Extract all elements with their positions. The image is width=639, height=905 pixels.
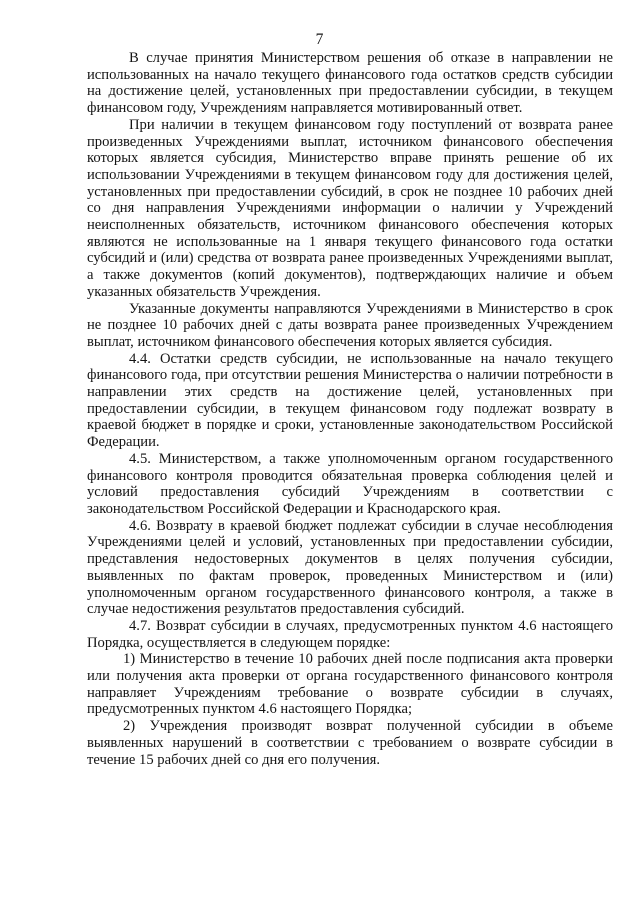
paragraph-refund-use-decision: При наличии в текущем финансовом году поступлений от возврата ранее произведенных Учреждениями выплат, источником финансового обеспечения которых является субсидия, Министерство вправе принять решение об их использовании Учреждениями в текущем финансовом году для достижения целей, установленных при предоставлении субсидий, в срок не позднее 10 рабочих дней со дня направления Учреждениями информации о наличии у Учреждений неисполненных обязательств, источником финансового обеспечения которых являются не использованные на 1 января текущего финансового года остатки субсидий и (или) средства от возврата ранее произведенных Учреждениями выплат, а также документов (копий документов), подтверждающих наличие и объем указанных обязательств Учреждения. <box>87 116 613 300</box>
paragraph-4-7: 4.7. Возврат субсидии в случаях, предусмотренных пунктом 4.6 настоящего Порядка, осуществляется в следующем порядке: <box>87 617 613 651</box>
paragraph-4-4: 4.4. Остатки средств субсидии, не использованные на начало текущего финансового года, при отсутствии решения Министерства о наличии потребности в направлении этих средств на достижение целей, установленных при предоставлении субсидии, в текущем финансовом году подлежат возврату в краевой бюджет в порядке и сроки, установленные законодательством Российской Федерации. <box>87 350 613 451</box>
paragraph-4-5: 4.5. Министерством, а также уполномоченным органом государственного финансового контроля проводится обязательная проверка соблюдения целей и условий предоставления субсидий Учреждениям в соответствии с законодательством Российской Федерации и Краснодарского края. <box>87 450 613 517</box>
page-number: 7 <box>315 31 324 48</box>
document-body <box>87 50 613 768</box>
paragraph-documents-deadline: Указанные документы направляются Учреждениями в Министерство в срок не позднее 10 рабочих дней с даты возврата ранее произведенных Учреждением выплат, источником финансового обеспечения которых является субсидия. <box>87 300 613 350</box>
paragraph-refusal-notice: В случае принятия Министерством решения об отказе в направлении не использованных на начало текущего финансового года остатков средств субсидии на достижение целей, установленных при предоставлении субсидии, в текущем финансовом году, Учреждениям направляется мотивированный ответ. <box>87 50 613 117</box>
list-item-2: 2) Учреждения производят возврат полученной субсидии в объеме выявленных нарушений в соответствии с требованием о возврате субсидии в течение 15 рабочих дней со дня его получения. <box>87 718 613 768</box>
list-item-1: 1) Министерство в течение 10 рабочих дней после подписания акта проверки или получения акта проверки от органа государственного финансового контроля направляет Учреждениям требование о возврате субсидии в случаях, предусмотренных пунктом 4.6 настоящего Порядка; <box>87 651 613 718</box>
paragraph-4-6: 4.6. Возврату в краевой бюджет подлежат субсидии в случае несоблюдения Учреждениями целей и условий, установленных при предоставлении субсидии, представления недостоверных документов в целях получения субсидии, выявленных по фактам проверок, проведенных Министерством и (или) уполномоченным органом государственного финансового контроля, а также в случае недостижения результатов предоставления субсидий. <box>87 517 613 618</box>
